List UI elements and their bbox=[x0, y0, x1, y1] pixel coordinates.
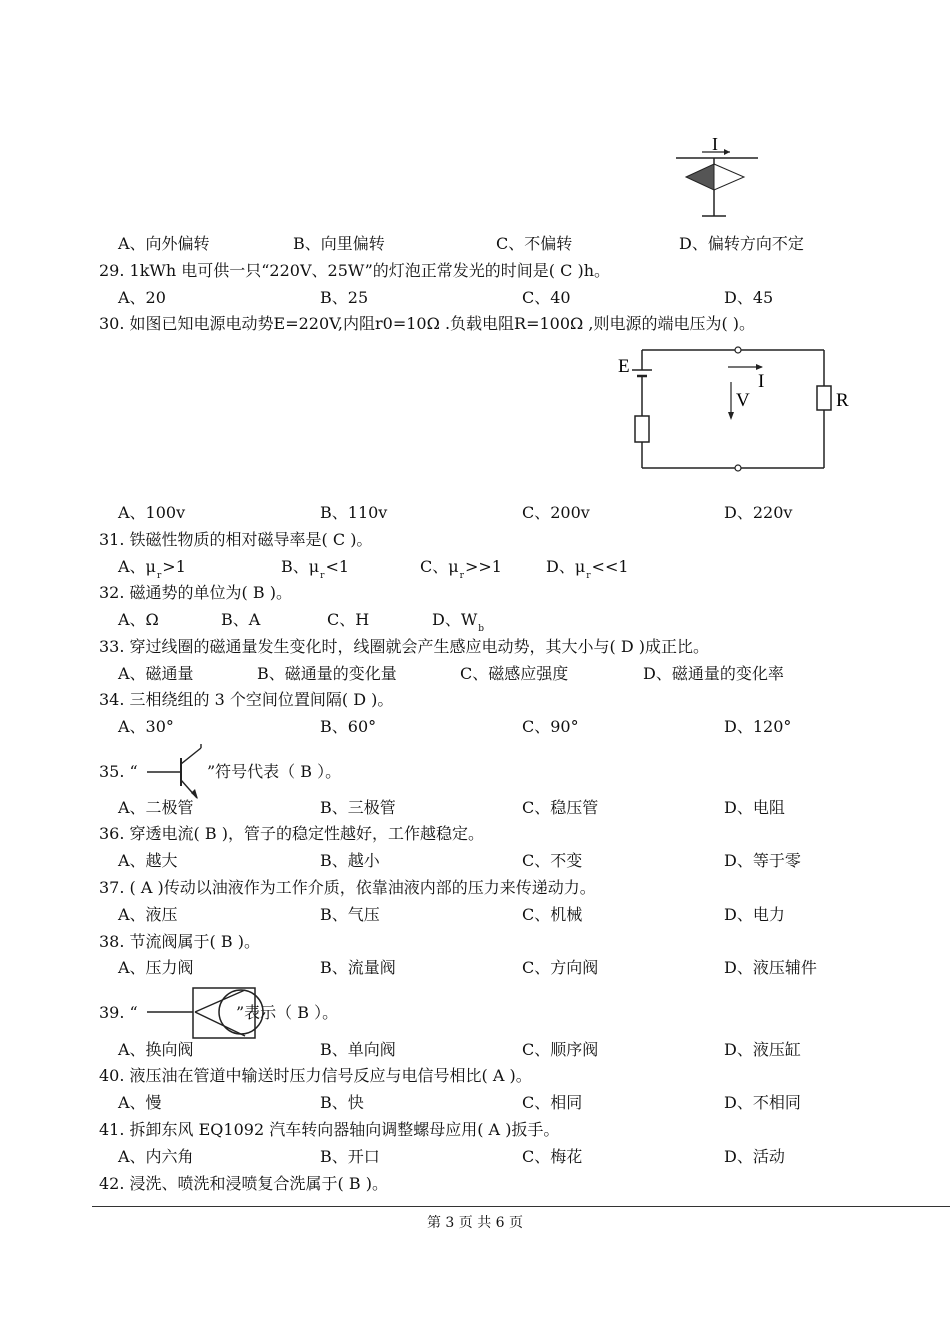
q30-option-b[interactable]: B、110v bbox=[320, 503, 388, 522]
q30-resistor-label: R bbox=[836, 390, 849, 411]
q31-question: 31. 铁磁性物质的相对磁导率是( C )。 bbox=[99, 530, 373, 549]
q30-voltage-label: V bbox=[736, 390, 750, 411]
q37-option-b[interactable]: B、气压 bbox=[320, 905, 380, 924]
q39-question-end: ”表示（ B ）。 bbox=[236, 1003, 339, 1022]
q32-option-c[interactable]: C、H bbox=[327, 610, 370, 629]
q31-a-text: A、μ bbox=[118, 557, 156, 576]
q31-a-sub: r bbox=[156, 571, 162, 581]
q37-option-d[interactable]: D、电力 bbox=[724, 905, 785, 924]
q30-option-a[interactable]: A、100v bbox=[118, 503, 186, 522]
q40-question: 40. 液压油在管道中输送时压力信号反应与电信号相比( A )。 bbox=[99, 1066, 532, 1085]
q32-d-text: D、W bbox=[432, 610, 478, 629]
q30-emf-label: E bbox=[618, 356, 630, 377]
q38-option-a[interactable]: A、压力阀 bbox=[118, 958, 194, 977]
q41-question: 41. 拆卸东风 EQ1092 汽车转向器轴向调整螺母应用( A )扳手。 bbox=[99, 1120, 560, 1139]
q31-option-a[interactable] bbox=[118, 557, 186, 586]
q32-question: 32. 磁通势的单位为( B )。 bbox=[99, 583, 292, 602]
q35-question-start: 35. “ bbox=[99, 762, 138, 781]
q34-option-c[interactable]: C、90° bbox=[522, 717, 579, 736]
q29-option-d[interactable]: D、45 bbox=[724, 288, 774, 307]
q35-question-end: ”符号代表（ B ）。 bbox=[207, 762, 342, 781]
q37-option-c[interactable]: C、机械 bbox=[522, 905, 583, 924]
q31-d-sub: r bbox=[586, 571, 591, 581]
q30-option-d[interactable]: D、220v bbox=[724, 503, 793, 522]
q29-option-a[interactable]: A、20 bbox=[118, 288, 166, 307]
q41-option-d[interactable]: D、活动 bbox=[724, 1147, 785, 1166]
q30-option-c[interactable]: C、200v bbox=[522, 503, 590, 522]
q40-option-c[interactable]: C、相同 bbox=[522, 1093, 583, 1112]
q41-option-a[interactable]: A、内六角 bbox=[118, 1147, 194, 1166]
q39-option-c[interactable]: C、顺序阀 bbox=[522, 1040, 599, 1059]
q31-c-rel: >>1 bbox=[464, 557, 502, 576]
q29-option-c[interactable]: C、40 bbox=[522, 288, 571, 307]
q28-option-d[interactable]: D、偏转方向不定 bbox=[679, 234, 804, 253]
q36-option-b[interactable]: B、越小 bbox=[320, 851, 380, 870]
q38-option-d[interactable]: D、液压辅件 bbox=[724, 958, 817, 977]
q38-option-c[interactable]: C、方向阀 bbox=[522, 958, 599, 977]
page-footer: 第 3 页 共 6 页 bbox=[426, 1215, 524, 1231]
q35-option-a[interactable]: A、二极管 bbox=[118, 798, 194, 817]
q38-question: 38. 节流阀属于( B )。 bbox=[99, 932, 260, 951]
q39-option-d[interactable]: D、液压缸 bbox=[724, 1040, 801, 1059]
q35-option-d[interactable]: D、电阻 bbox=[724, 798, 785, 817]
q35-transistor-symbol bbox=[147, 744, 209, 806]
q38-option-b[interactable]: B、流量阀 bbox=[320, 958, 396, 977]
q31-c-text: C、μ bbox=[420, 557, 459, 576]
q35-option-b[interactable]: B、三极管 bbox=[320, 798, 396, 817]
q28-option-b[interactable]: B、向里偏转 bbox=[293, 234, 385, 253]
q31-b-text: B、μ bbox=[281, 557, 320, 576]
q34-question: 34. 三相绕组的 3 个空间位置间隔( D )。 bbox=[99, 690, 394, 709]
q29-option-b[interactable]: B、25 bbox=[320, 288, 369, 307]
q39-option-a[interactable]: A、换向阀 bbox=[118, 1040, 194, 1059]
q31-a-rel: >1 bbox=[162, 557, 186, 576]
q31-option-c[interactable] bbox=[420, 557, 502, 586]
q30-question: 30. 如图已知电源电动势E=220V,内阻r0=10Ω .负载电阻R=100Ω ,则电源的端电压为( )。 bbox=[99, 314, 756, 333]
q31-c-sub: r bbox=[459, 571, 464, 581]
q33-option-d[interactable]: D、磁通量的变化率 bbox=[643, 664, 784, 683]
q28-figure bbox=[672, 132, 762, 220]
q31-d-text: D、μ bbox=[546, 557, 586, 576]
q36-option-d[interactable]: D、等于零 bbox=[724, 851, 801, 870]
q36-option-c[interactable]: C、不变 bbox=[522, 851, 583, 870]
q36-question: 36. 穿透电流( B )，管子的稳定性越好，工作越稳定。 bbox=[99, 824, 484, 843]
q34-option-a[interactable]: A、30° bbox=[118, 717, 174, 736]
q35-option-c[interactable]: C、稳压管 bbox=[522, 798, 599, 817]
q32-option-a[interactable]: A、Ω bbox=[118, 610, 159, 629]
q42-question: 42. 浸洗、喷洗和浸喷复合洗属于( B )。 bbox=[99, 1174, 388, 1193]
q30-current-label: I bbox=[758, 371, 765, 392]
q28-option-a[interactable]: A、向外偏转 bbox=[118, 234, 210, 253]
q30-circuit-figure bbox=[610, 340, 860, 480]
q32-option-d[interactable] bbox=[432, 610, 485, 639]
q31-b-rel: <1 bbox=[325, 557, 350, 576]
q29-question: 29. 1kWh 电可供一只“220V、25W”的灯泡正常发光的时间是( C )h。 bbox=[99, 261, 611, 280]
q40-option-b[interactable]: B、快 bbox=[320, 1093, 364, 1112]
q41-option-c[interactable]: C、梅花 bbox=[522, 1147, 583, 1166]
q28-option-c[interactable]: C、不偏转 bbox=[496, 234, 573, 253]
q37-option-a[interactable]: A、液压 bbox=[118, 905, 178, 924]
q41-option-b[interactable]: B、开口 bbox=[320, 1147, 380, 1166]
q37-question: 37. ( A )传动以油液作为工作介质，依靠油液内部的压力来传递动力。 bbox=[99, 878, 596, 897]
q40-option-d[interactable]: D、不相同 bbox=[724, 1093, 801, 1112]
q39-question-start: 39. “ bbox=[99, 1003, 138, 1022]
q36-option-a[interactable]: A、越大 bbox=[118, 851, 178, 870]
q33-option-c[interactable]: C、磁感应强度 bbox=[460, 664, 569, 683]
footer-divider bbox=[92, 1206, 950, 1207]
q28-current-label: I bbox=[712, 134, 718, 154]
q31-option-d[interactable] bbox=[546, 557, 629, 586]
q31-option-b[interactable] bbox=[281, 557, 349, 586]
q34-option-b[interactable]: B、60° bbox=[320, 717, 377, 736]
q33-question: 33. 穿过线圈的磁通量发生变化时，线圈就会产生感应电动势，其大小与( D )成正比。 bbox=[99, 637, 710, 656]
q31-b-sub: r bbox=[320, 571, 325, 581]
q32-d-sub: b bbox=[478, 624, 485, 634]
q33-option-b[interactable]: B、磁通量的变化量 bbox=[257, 664, 397, 683]
q31-d-rel: <<1 bbox=[591, 557, 629, 576]
q40-option-a[interactable]: A、慢 bbox=[118, 1093, 162, 1112]
q33-option-a[interactable]: A、磁通量 bbox=[118, 664, 194, 683]
q32-option-b[interactable]: B、A bbox=[221, 610, 261, 629]
q39-option-b[interactable]: B、单向阀 bbox=[320, 1040, 396, 1059]
q34-option-d[interactable]: D、120° bbox=[724, 717, 792, 736]
